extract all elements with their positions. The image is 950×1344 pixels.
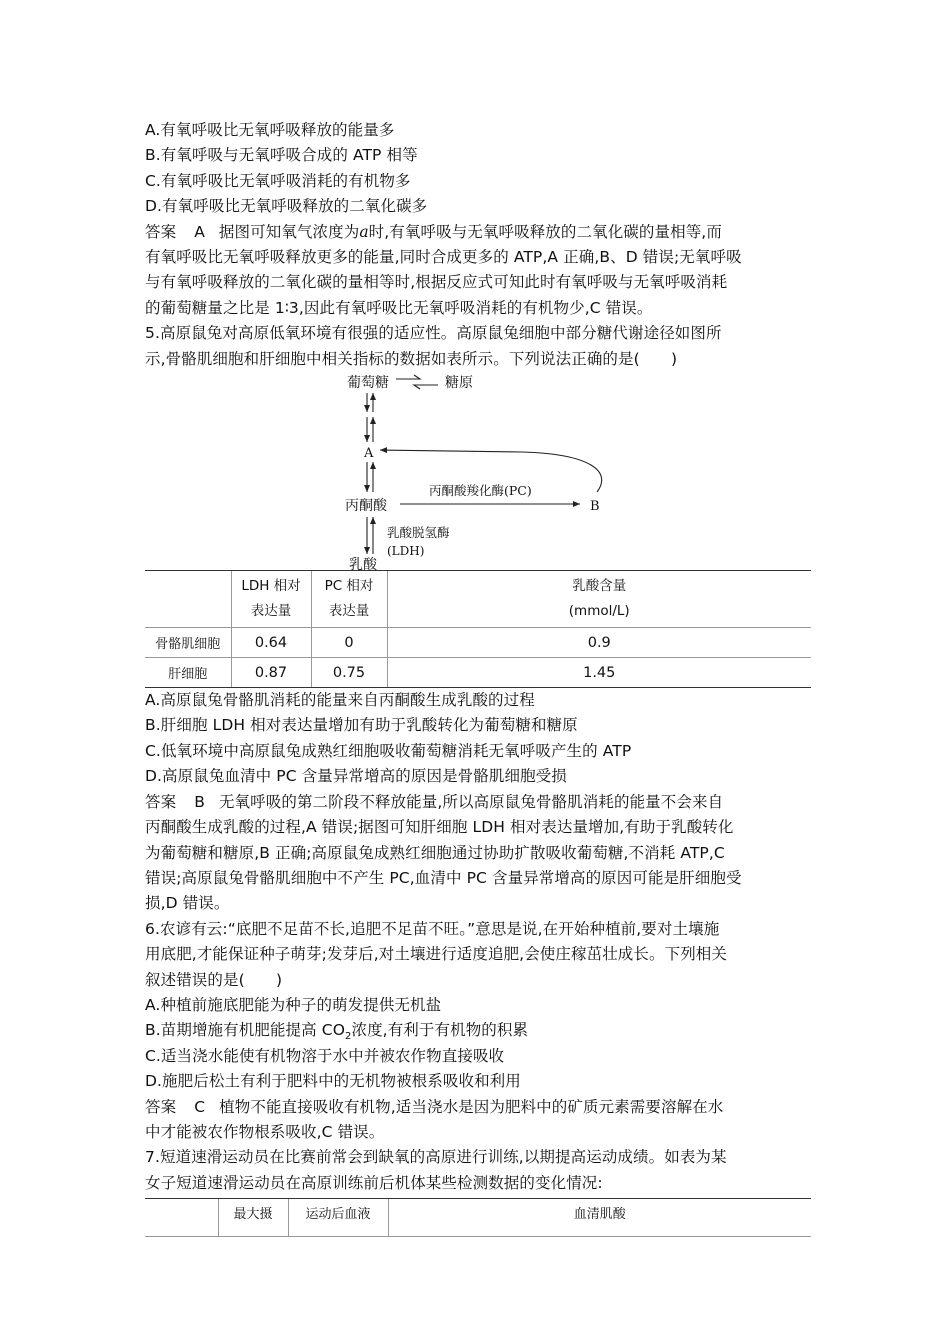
row-name: 肝细胞	[145, 658, 231, 688]
lactate-label: 乳酸	[349, 557, 377, 571]
q6-stem: 6.农谚有云:“底肥不足苗不长,追肥不足苗不旺。”意思是说,在开始种植前,要对土壤施	[145, 919, 720, 938]
table-header-max-uptake: 最大摄	[218, 1199, 288, 1237]
q4-answer-line: 与有氧呼吸释放的二氧化碳的量相等时,根据反应式可知此时有氧呼吸与无氧呼吸消耗	[145, 273, 728, 292]
table-header-blood: 运动后血液	[288, 1199, 388, 1237]
glucose-to-glycogen-arrow	[396, 375, 420, 379]
table-header-row	[145, 1199, 811, 1237]
q5-answer-line: 损,D 错误。	[145, 894, 230, 913]
q6-option-c: C.适当浇水能使有机物溶于水中并被农作物直接吸收	[145, 1046, 505, 1065]
glucose-label: 葡萄糖	[347, 375, 389, 392]
header-text: (mmol/L)	[568, 603, 630, 620]
row-ldh: 0.64	[231, 628, 311, 658]
node-a-label: A	[364, 446, 374, 462]
q4-answer-line: 的葡萄糖量之比是 1∶3,因此有氧呼吸比无氧呼吸消耗的有机物少,C 错误。	[145, 298, 653, 317]
q4-option-b: B.有氧呼吸与无氧呼吸合成的 ATP 相等	[145, 146, 418, 165]
answer-letter: C	[194, 1097, 206, 1116]
q6-option-b	[145, 1018, 810, 1043]
table-row	[145, 658, 811, 688]
q5-answer-line: 为葡萄糖和糖原,B 正确;高原鼠兔成熟红细胞通过协助扩散吸收葡萄糖,不消耗 ATP,C	[145, 843, 725, 862]
row-name: 骨骼肌细胞	[145, 628, 231, 658]
q7-stem: 7.短道速滑运动员在比赛前常会到缺氧的高原进行训练,以期提高运动成绩。如表为某	[145, 1148, 727, 1167]
answer-label: 答案	[145, 1097, 177, 1116]
answer-label: 答案	[145, 792, 177, 811]
row-pc: 0	[311, 628, 387, 658]
q5-data-table	[145, 570, 811, 688]
option-text: B.苗期增施有机肥能提高 CO	[145, 1021, 346, 1040]
pyruvate-label: 丙酮酸	[345, 498, 387, 515]
q6-stem: 叙述错误的是( )	[145, 970, 283, 989]
answer-text: 植物不能直接吸收有机物,适当浇水是因为肥料中的矿质元素需要溶解在水	[219, 1097, 724, 1116]
option-text: 浓度,有利于有机物的积累	[351, 1021, 529, 1040]
q6-answer	[145, 1095, 810, 1120]
table-header-pc	[311, 571, 387, 628]
q4-answer-line: 有氧呼吸比无氧呼吸释放更多的能量,同时合成更多的 ATP,A 正确,B、D 错误;无氧呼吸	[145, 248, 742, 267]
table-header-row	[145, 571, 811, 628]
row-lactate: 1.45	[387, 658, 811, 688]
q5-stem: 示,骨骼肌细胞和肝细胞中相关指标的数据如表所示。下列说法正确的是( )	[145, 349, 678, 368]
answer-text: 无氧呼吸的第二阶段不释放能量,所以高原鼠兔骨骼肌消耗的能量不会来自	[218, 792, 724, 811]
table-header-empty	[145, 571, 231, 628]
q5-option-b: B.肝细胞 LDH 相对表达量增加有助于乳酸转化为葡萄糖和糖原	[145, 716, 578, 735]
q5-option-c: C.低氧环境中高原鼠兔成熟红细胞吸收葡萄糖消耗无氧呼吸产生的 ATP	[145, 741, 632, 760]
glycogen-label: 糖原	[445, 375, 473, 392]
table-header-empty	[145, 1199, 218, 1237]
table-header-serum: 血清肌酸	[388, 1199, 811, 1237]
q7-data-table	[145, 1198, 811, 1237]
header-text: PC 相对	[324, 578, 374, 595]
page-content	[145, 118, 810, 1237]
answer-label: 答案	[145, 222, 177, 241]
answer-letter: B	[194, 792, 205, 811]
pc-enzyme-label: 丙酮酸羧化酶(PC)	[429, 483, 532, 499]
q7-stem: 女子短道速滑运动员在高原训练前后机体某些检测数据的变化情况:	[145, 1173, 603, 1192]
subscript: 2	[345, 1031, 352, 1043]
header-text: 乳酸含量	[572, 578, 627, 595]
ldh-abbr-label: (LDH)	[387, 544, 425, 559]
row-lactate: 0.9	[387, 628, 811, 658]
answer-text: 据图可知氧气浓度为	[218, 222, 360, 241]
table-header-ldh	[231, 571, 311, 628]
q5-option-d: D.高原鼠兔血清中 PC 含量异常增高的原因是骨骼肌细胞受损	[145, 767, 567, 786]
q5-stem: 5.高原鼠兔对高原低氧环境有很强的适应性。高原鼠兔细胞中部分糖代谢途径如图所	[145, 324, 722, 343]
q5-answer	[145, 790, 810, 815]
q6-answer-line: 中才能被农作物根系吸收,C 错误。	[145, 1122, 385, 1141]
metabolism-diagram	[142, 372, 807, 570]
q6-stem: 用底肥,才能保证种子萌芽;发芽后,对土壤进行适度追肥,会使庄稼茁壮成长。下列相关	[145, 945, 728, 964]
q5-answer-line: 错误;高原鼠兔骨骼肌细胞中不产生 PC,血清中 PC 含量异常增高的原因可能是肝细胞受	[145, 868, 742, 887]
row-pc: 0.75	[311, 658, 387, 688]
table-header-lactate	[387, 571, 811, 628]
header-text: 表达量	[250, 603, 292, 620]
q5-option-a: A.高原鼠兔骨骼肌消耗的能量来自丙酮酸生成乳酸的过程	[145, 691, 535, 710]
q6-option-a: A.种植前施底肥能为种子的萌发提供无机盐	[145, 995, 442, 1014]
q5-answer-line: 丙酮酸生成乳酸的过程,A 错误;据图可知肝细胞 LDH 相对表达量增加,有助于乳酸转化	[145, 818, 734, 837]
q4-answer	[145, 220, 810, 245]
q4-option-a: A.有氧呼吸比无氧呼吸释放的能量多	[145, 121, 395, 139]
q4-option-d: D.有氧呼吸比无氧呼吸释放的二氧化碳多	[145, 197, 428, 216]
header-text: LDH 相对	[241, 578, 301, 595]
node-b-label: B	[590, 499, 600, 515]
q6-option-d: D.施肥后松土有利于肥料中的无机物被根系吸收和利用	[145, 1072, 521, 1091]
glycogen-to-glucose-arrow	[414, 385, 438, 389]
answer-text: 时,有氧呼吸与无氧呼吸释放的二氧化碳的量相等,而	[368, 222, 722, 241]
ldh-enzyme-label: 乳酸脱氢酶	[387, 525, 450, 541]
header-text: 表达量	[328, 603, 370, 620]
table-row	[145, 628, 811, 658]
answer-variable: a	[359, 222, 369, 241]
row-ldh: 0.87	[231, 658, 311, 688]
q4-option-c: C.有氧呼吸比无氧呼吸消耗的有机物多	[145, 171, 411, 190]
answer-letter: A	[194, 222, 205, 241]
